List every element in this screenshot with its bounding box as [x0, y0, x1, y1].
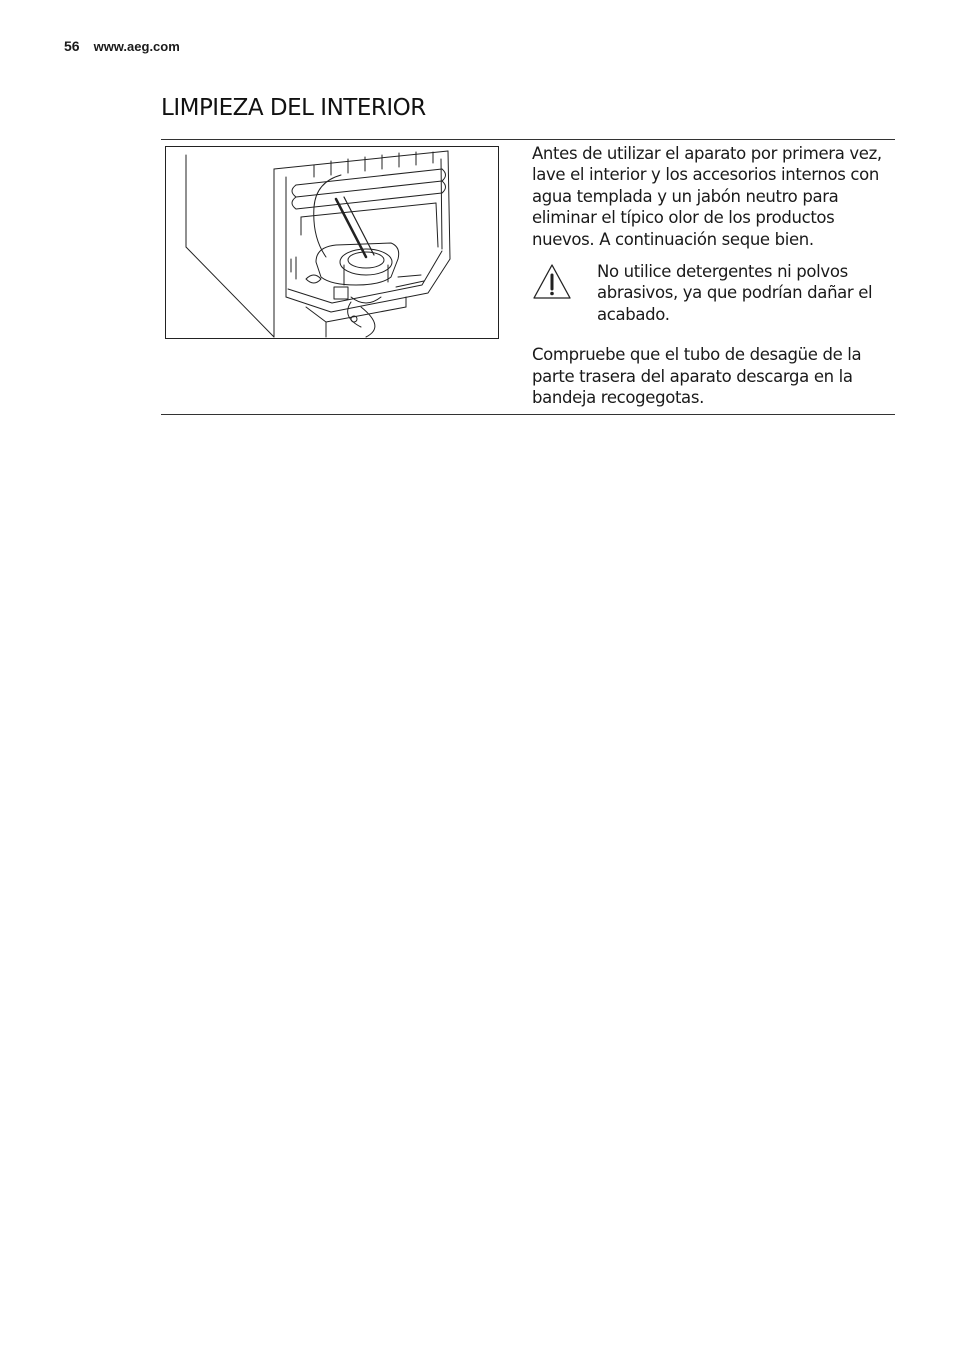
warning-triangle-icon [532, 263, 572, 301]
section-divider-top [161, 139, 895, 140]
instruction-paragraph-1: Antes de utilizar el aparato por primera vez, lave el interior y los accesorios internos con agua templada y un jabón neutro para eliminar el típico olor de los productos nuevos. A continuación seque bien. [532, 144, 882, 249]
instruction-paragraph-2: Compruebe que el tubo de desagüe de la parte trasera del aparato descarga en la bandeja recogegotas. [532, 345, 862, 408]
warning-notice [532, 261, 892, 325]
page-number: 56 [64, 38, 80, 54]
section-title: LIMPIEZA DEL INTERIOR [161, 95, 426, 121]
cleaning-instructions [532, 143, 892, 408]
section-divider-bottom [161, 414, 895, 415]
appliance-rear-drain-icon [166, 147, 498, 338]
warning-text: No utilice detergentes ni polvos abrasivos, ya que podrían dañar el acabado. [597, 262, 873, 324]
appliance-rear-illustration [165, 146, 499, 339]
website-link[interactable]: www.aeg.com [93, 39, 180, 54]
page-header [64, 38, 180, 54]
